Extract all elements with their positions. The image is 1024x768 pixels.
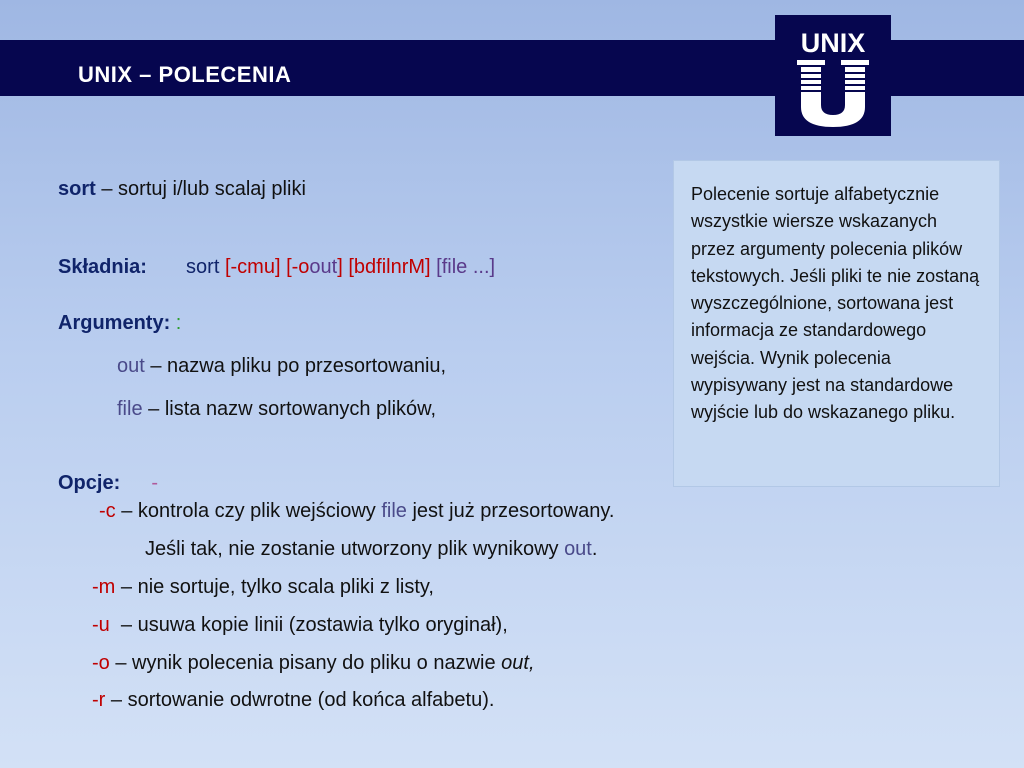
- option-o: -o – wynik polecenia pisany do pliku o nazwie out,: [92, 652, 535, 674]
- syntax-line: [58, 256, 495, 279]
- option-flag: -r: [92, 689, 106, 711]
- option-flag: -m: [92, 576, 116, 598]
- syntax-opt-cmu: [-cmu]: [224, 256, 281, 278]
- options-heading: [58, 472, 158, 495]
- note-box: [673, 160, 1000, 487]
- syntax-cmd: sort: [186, 256, 220, 278]
- option-r: -r – sortowanie odwrotne (od końca alfabetu).: [92, 689, 495, 711]
- command-description: – sortuj i/lub scalaj pliki: [95, 178, 306, 200]
- syntax-opt-o: [-oout]: [286, 256, 343, 278]
- argument-name: out: [117, 355, 145, 377]
- page-title: UNIX – POLECENIA: [78, 62, 292, 87]
- option-flag: -c: [99, 500, 116, 522]
- command-name: sort: [58, 178, 96, 200]
- option-m: -m – nie sortuje, tylko scala pliki z listy,: [92, 576, 434, 598]
- logo-text: UNIX: [800, 28, 866, 58]
- arguments-label: Argumenty:: [58, 312, 171, 334]
- option-u: -u – usuwa kopie linii (zostawia tylko oryginał),: [92, 614, 508, 636]
- option-flag: -o: [92, 652, 110, 674]
- syntax-label: Składnia:: [58, 256, 147, 278]
- argument-file: [117, 398, 436, 421]
- options-mark: -: [151, 472, 159, 494]
- intro-line: [58, 178, 306, 201]
- syntax-opt-file: [file ...]: [436, 256, 496, 278]
- argument-out: [117, 355, 446, 378]
- option-flag: -u: [92, 614, 110, 636]
- note-text: Polecenie sortuje alfabetycznie wszystkie wiersze wskazanych przez argumenty polecenia plików tekstowych. Jeśli pliki te nie zostaną wyszczególnione, sortowana jest informacja ze standardowego wejścia. Wynik polecenia wypisywany jest na standardowe wyjście lub do wskazanego pliku.: [691, 184, 980, 423]
- argument-desc: – lista nazw sortowanych plików,: [142, 398, 437, 420]
- arguments-heading: [58, 312, 181, 335]
- unix-logo: [775, 15, 891, 136]
- argument-desc: – nazwa pliku po przesortowaniu,: [144, 355, 447, 377]
- options-label: Opcje:: [58, 472, 121, 494]
- option-c-continued: Jeśli tak, nie zostanie utworzony plik wynikowy out.: [145, 538, 598, 560]
- syntax-opt-flags: [bdfilnrM]: [348, 256, 431, 278]
- option-c: -c – kontrola czy plik wejściowy file jest już przesortowany.: [99, 500, 615, 522]
- argument-name: file: [117, 398, 143, 420]
- arguments-mark: :: [175, 312, 182, 334]
